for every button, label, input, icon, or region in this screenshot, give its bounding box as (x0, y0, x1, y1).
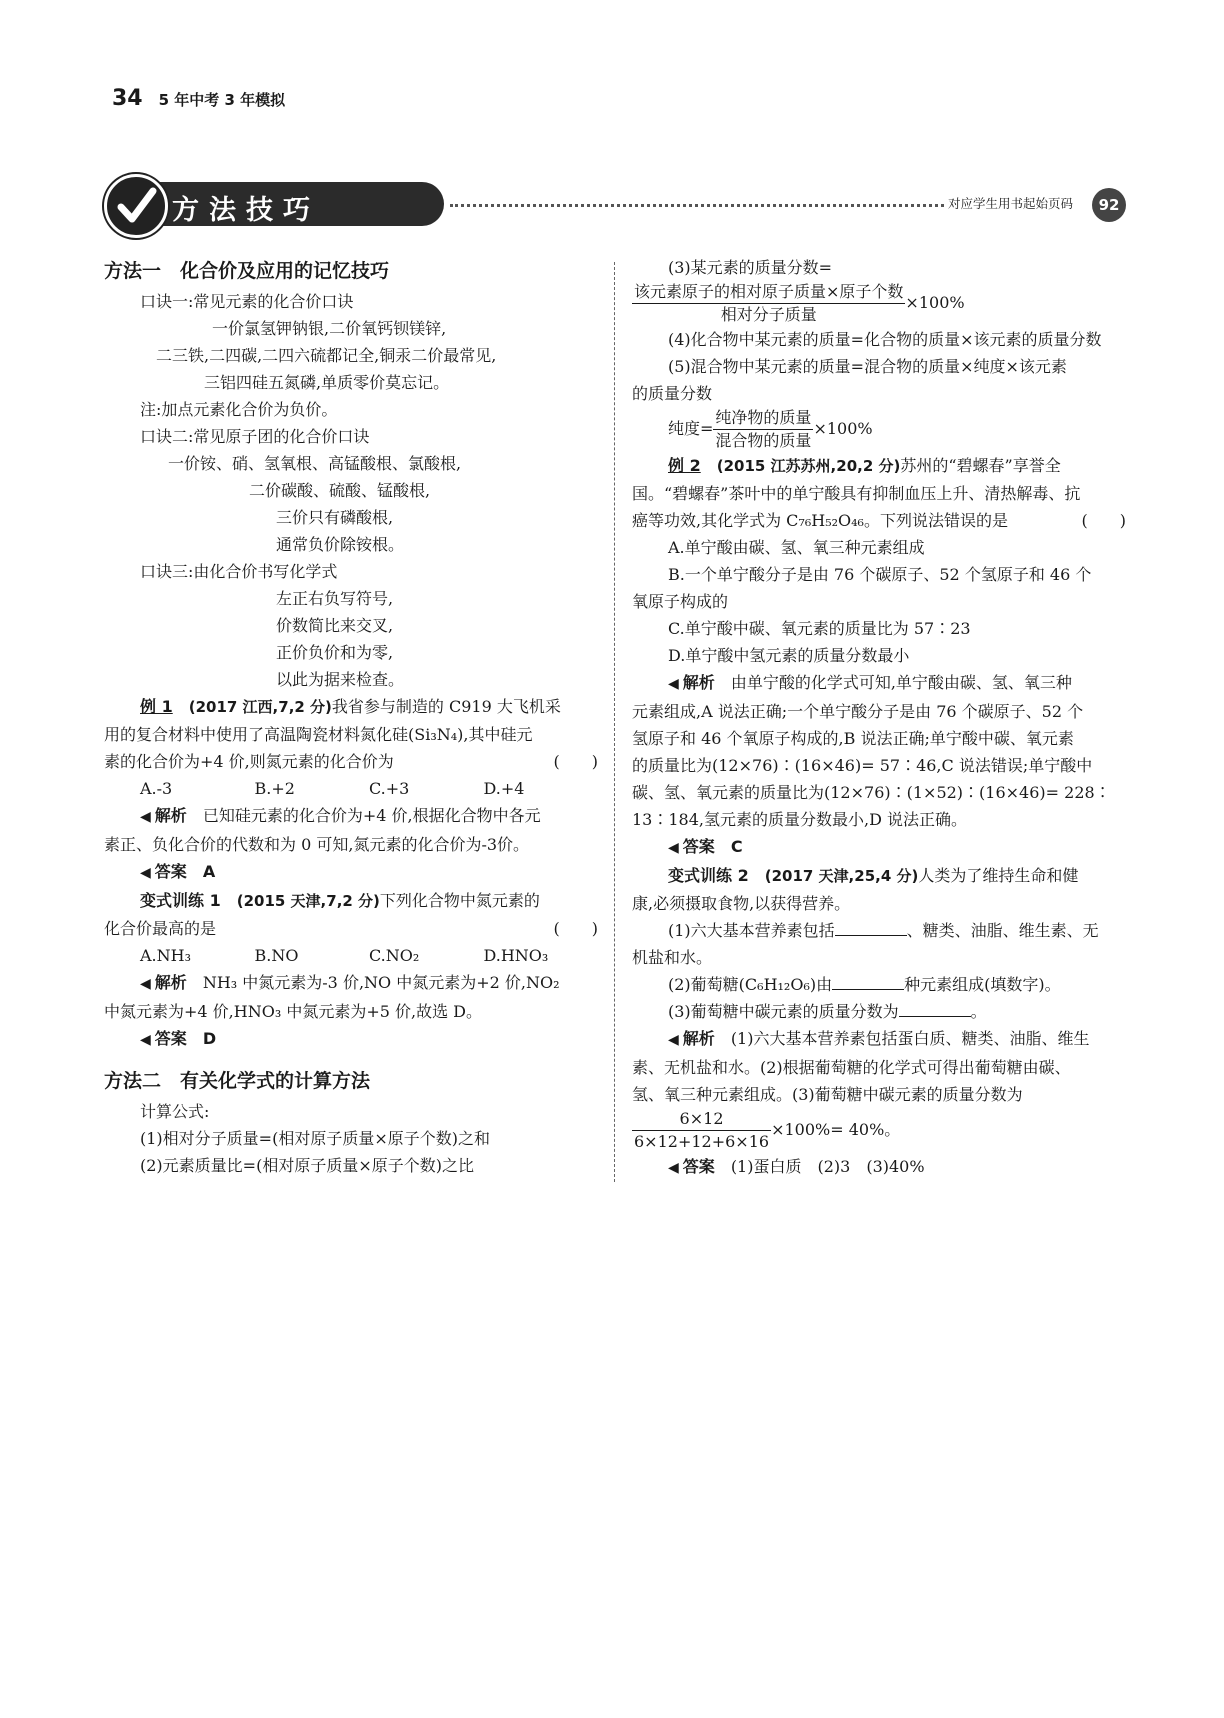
question-text: (1)六大基本营养素包括 (668, 921, 835, 940)
question-text: 机盐和水。 (632, 948, 713, 967)
option: B.一个单宁酸分子是由 76 个碳原子、52 个氢原子和 46 个 (668, 565, 1092, 584)
fraction-numerator: 该元素原子的相对原子质量×原子个数 (632, 281, 905, 304)
analysis-label: 解析 (682, 1029, 715, 1048)
option: C.+3 (369, 779, 410, 798)
rhyme-three-line: 价数简比来交叉, (276, 616, 394, 635)
question-text: (2)葡萄糖(C₆H₁₂O₆)由 (668, 975, 833, 994)
column-divider (614, 262, 615, 1182)
training-options (104, 942, 598, 969)
analysis-text: 由单宁酸的化学式可知,单宁酸由碳、氢、氧三种 (730, 673, 1072, 692)
analysis-text: 氢、氧三种元素组成。(3)葡萄糖中碳元素的质量分数为 (632, 1085, 1023, 1104)
question-text: 、糖类、油脂、维生素、无 (906, 921, 1099, 940)
analysis-text: 碳、氢、氧元素的质量比为(12×76)∶(1×52)∶(16×46)= 228∶ (632, 783, 1111, 802)
question-text: 。 (970, 1002, 987, 1021)
left-column (104, 254, 598, 1179)
analysis-label: 解析 (682, 673, 715, 692)
option: A.NH₃ (140, 946, 192, 965)
fraction (632, 1108, 771, 1153)
analysis-text: 13∶184,氢元素的质量分数最小,D 说法正确。 (632, 810, 967, 829)
training-label: 变式训练 2 (668, 866, 749, 885)
calc-title: 计算公式: (140, 1102, 210, 1121)
analysis-icon: ◀ (140, 976, 151, 992)
rhyme-three-line: 左正右负写符号, (276, 589, 394, 608)
method-one-title: 方法一 化合价及应用的记忆技巧 (104, 260, 390, 282)
training-one (104, 887, 598, 915)
fraction-row (632, 1108, 1126, 1153)
answer-label: 答案 (154, 862, 187, 881)
answer (104, 1025, 598, 1054)
analysis-text: 元素组成,A 说法正确;一个单宁酸分子是由 76 个碳原子、52 个 (632, 702, 1084, 721)
example-text-row (632, 507, 1126, 534)
fraction-tail: ×100% (905, 293, 965, 312)
formula: (3)某元素的质量分数= (668, 258, 833, 277)
training-source: (2017 天津,25,4 分) (764, 867, 919, 885)
checkmark-badge (104, 174, 168, 238)
purity-formula (632, 407, 1126, 452)
fill-blank[interactable] (832, 973, 904, 990)
question-two (632, 971, 1126, 998)
answer-label: 答案 (154, 1029, 187, 1048)
example-source: (2017 江西,7,2 分) (188, 698, 332, 716)
rhyme-three-line: 以此为据来检查。 (276, 670, 405, 689)
formula: (1)相对分子质量=(相对原子质量×原子个数)之和 (140, 1129, 490, 1148)
fraction-denominator: 混合物的质量 (715, 431, 812, 450)
training-text: 下列化合物中氮元素的 (379, 891, 540, 910)
answer-icon: ◀ (140, 865, 151, 881)
analysis-text: 的质量比为(12×76)∶(16×46)= 57∶46,C 说法错误;单宁酸中 (632, 756, 1093, 775)
example-text-row (104, 748, 598, 775)
analysis-text: 中氮元素为+4 价,HNO₃ 中氮元素为+5 价,故选 D。 (104, 1002, 483, 1021)
option: A.-3 (140, 779, 173, 798)
example-options (104, 775, 598, 802)
answer-label: 答案 (682, 1157, 715, 1176)
answer (104, 858, 598, 887)
rhyme-one-line: 一价氯氢钾钠银,二价氧钙钡镁锌, (212, 319, 447, 338)
analysis-text: 氢原子和 46 个氧原子构成的,B 说法正确;单宁酸中碳、氧元素 (632, 729, 1074, 748)
rhyme-two-title: 口诀二:常见原子团的化合价口诀 (140, 427, 370, 446)
example-one (104, 693, 598, 721)
fill-blank[interactable] (899, 1000, 971, 1017)
fraction-denominator: 6×12+12+6×16 (634, 1132, 770, 1151)
question-text: (3)葡萄糖中碳元素的质量分数为 (668, 1002, 899, 1021)
analysis (632, 669, 1126, 698)
analysis-text: NH₃ 中氮元素为-3 价,NO 中氮元素为+2 价,NO₂ (202, 973, 560, 992)
answer-value: (1)蛋白质 (2)3 (3)40% (730, 1157, 925, 1176)
example-two (632, 452, 1126, 480)
example-label: 例 2 (668, 456, 701, 475)
example-text: 苏州的“碧螺春”享誉全 (900, 456, 1061, 475)
training-text: 化合价最高的是 (104, 919, 217, 938)
analysis-text: (1)六大基本营养素包括蛋白质、糖类、油脂、维生 (730, 1029, 1090, 1048)
fraction-denominator: 相对分子质量 (720, 305, 817, 324)
example-source: (2015 江苏苏州,20,2 分) (716, 457, 901, 475)
analysis-icon: ◀ (668, 1032, 679, 1048)
page-number: 34 (112, 86, 143, 111)
fraction (632, 281, 905, 326)
example-label: 例 1 (140, 697, 173, 716)
fraction-numerator: 纯净物的质量 (713, 407, 813, 430)
answer (632, 1153, 1126, 1182)
analysis (104, 969, 598, 998)
analysis-text: 已知硅元素的化合价为+4 价,根据化合物中各元 (202, 806, 541, 825)
formula: (2)元素质量比=(相对原子质量×原子个数)之比 (140, 1156, 474, 1175)
analysis (632, 1025, 1126, 1054)
option: A.单宁酸由碳、氢、氧三种元素组成 (668, 538, 925, 557)
option: D.HNO₃ (483, 946, 549, 965)
example-text: 用的复合材料中使用了高温陶瓷材料氮化硅(Si₃N₄),其中硅元 (104, 725, 533, 744)
reference-page: 92 (1092, 188, 1126, 222)
fraction-tail: ×100% (813, 419, 873, 438)
answer-value: A (202, 862, 216, 881)
training-source: (2015 天津,7,2 分) (236, 892, 380, 910)
formula: (5)混合物中某元素的质量=混合物的质量×纯度×该元素 (668, 357, 1067, 376)
rhyme-three-line: 正价负价和为零, (276, 643, 394, 662)
purity-label: 纯度= (668, 419, 714, 438)
question-three (632, 998, 1126, 1025)
analysis-icon: ◀ (140, 809, 151, 825)
example-text: 我省参与制造的 C919 大飞机采 (331, 697, 561, 716)
option: B.+2 (254, 779, 295, 798)
note: 注:加点元素化合价为负价。 (140, 400, 338, 419)
answer-value: C (730, 837, 743, 856)
fill-blank[interactable] (835, 919, 907, 936)
checkmark-icon (107, 177, 165, 235)
analysis-icon: ◀ (668, 676, 679, 692)
option: D.+4 (483, 779, 525, 798)
example-text: 癌等功效,其化学式为 C₇₆H₅₂O₄₆。下列说法错误的是 (632, 511, 1008, 530)
answer-label: 答案 (682, 837, 715, 856)
reference-note: 对应学生用书起始页码 (944, 194, 1077, 212)
fraction-numerator: 6×12 (632, 1108, 771, 1131)
rhyme-three-title: 口诀三:由化合价书写化学式 (140, 562, 338, 581)
answer-icon: ◀ (668, 1160, 679, 1176)
answer-paren: ( ) (553, 752, 598, 771)
analysis-text: 素正、负化合价的代数和为 0 可知,氮元素的化合价为-3价。 (104, 835, 530, 854)
question-text: 种元素组成(填数字)。 (904, 975, 1061, 994)
question-one (632, 917, 1126, 944)
rhyme-one-title: 口诀一:常见元素的化合价口诀 (140, 292, 354, 311)
rhyme-one-line: 三铝四硅五氮磷,单质零价莫忘记。 (204, 373, 450, 392)
analysis-text: 素、无机盐和水。(2)根据葡萄糖的化学式可得出葡萄糖由碳、 (632, 1058, 1071, 1077)
training-text: 康,必须摄取食物,以获得营养。 (632, 894, 851, 913)
answer-icon: ◀ (668, 840, 679, 856)
answer (632, 833, 1126, 862)
example-text: 素的化合价为+4 价,则氮元素的化合价为 (104, 752, 394, 771)
training-text-row (104, 915, 598, 942)
answer-value: D (202, 1029, 217, 1048)
banner-title: 方法技巧 (172, 195, 320, 226)
training-two (632, 862, 1126, 890)
formula: (4)化合物中某元素的质量=化合物的质量×该元素的质量分数 (668, 330, 1102, 349)
rhyme-two-line: 一价铵、硝、氢氧根、高锰酸根、氯酸根, (168, 454, 462, 473)
rhyme-one-line: 二三铁,二四碳,二四六硫都记全,铜汞二价最常见, (156, 346, 497, 365)
fraction (713, 407, 813, 452)
analysis-label: 解析 (154, 806, 187, 825)
page-header (112, 86, 285, 114)
rhyme-two-line: 二价碳酸、硫酸、锰酸根, (249, 481, 431, 500)
option: 氧原子构成的 (632, 592, 729, 611)
rhyme-two-line: 通常负价除铵根。 (276, 535, 405, 554)
answer-paren: ( ) (553, 919, 598, 938)
training-label: 变式训练 1 (140, 891, 221, 910)
answer-icon: ◀ (140, 1032, 151, 1048)
rhyme-two-line: 三价只有磷酸根, (276, 508, 394, 527)
answer-paren: ( ) (1081, 511, 1126, 530)
formula-fraction-row (632, 281, 1126, 326)
option: C.单宁酸中碳、氧元素的质量比为 57∶23 (668, 619, 971, 638)
formula: 的质量分数 (632, 384, 713, 403)
analysis-label: 解析 (154, 973, 187, 992)
fraction-tail: ×100%= 40%。 (771, 1120, 901, 1139)
option: C.NO₂ (369, 946, 420, 965)
method-two-title: 方法二 有关化学式的计算方法 (104, 1070, 371, 1092)
analysis (104, 802, 598, 831)
book-title: 5 年中考 3 年模拟 (158, 91, 286, 109)
example-text: 国。“碧螺春”茶叶中的单宁酸具有抑制血压上升、清热解毒、抗 (632, 484, 1081, 503)
training-text: 人类为了维持生命和健 (918, 866, 1079, 885)
right-column (632, 254, 1126, 1182)
section-banner (104, 174, 1130, 234)
option: B.NO (254, 946, 299, 965)
option: D.单宁酸中氢元素的质量分数最小 (668, 646, 910, 665)
